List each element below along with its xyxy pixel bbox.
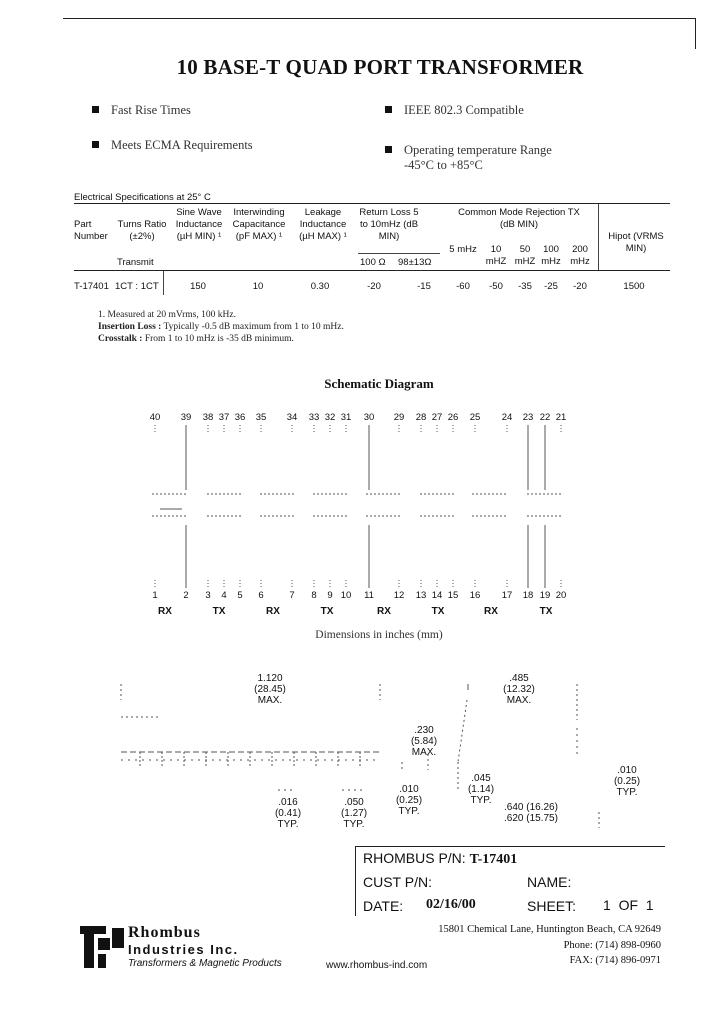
schematic-pin-number: 7 [289,590,295,601]
spec-cell-sine: 150 [190,281,206,292]
spec-cell-cmr: -60 [456,281,470,292]
spec-cmr-freq: 50 mHZ [514,244,536,267]
schematic-pin-number: 26 [447,412,459,423]
schematic-port-label: RX [158,606,172,617]
titleblock-date-value: 02/16/00 [426,897,476,912]
side-outline [458,700,467,762]
spec-header-inter: Interwinding Capacitance (pF MAX) ¹ [232,207,286,242]
dim-pad: .016 (0.41) TYP. [274,797,302,830]
feature-item: IEEE 802.3 Compatible [385,103,524,118]
feature-item: Meets ECMA Requirements [92,138,253,153]
dim-length: 1.120 (28.45) MAX. [254,673,286,706]
company-name-suffix: Industries Inc. [128,942,239,957]
schematic-port-label: TX [431,606,445,617]
schematic-pin-number: 40 [149,412,161,423]
schematic-pin-number: 32 [324,412,336,423]
feature-item: Operating temperature Range -45°C to +85°C [385,143,552,173]
spec-cell-cmr: -25 [544,281,558,292]
spec-sub-transmit: Transmit [117,257,154,268]
page-title: 10 BASE-T QUAD PORT TRANSFORMER [176,55,584,79]
dim-lead: .045 (1.14) TYP. [467,773,495,806]
schematic-pin-number: 15 [447,590,459,601]
company-address: 15801 Chemical Lane, Huntington Beach, CA 92649 [438,924,661,935]
schematic-pin-number: 9 [327,590,333,601]
spec-header-leak: Leakage Inductance (µH MAX) ¹ [299,207,347,242]
schematic-pin-number: 36 [234,412,246,423]
spec-header-hipot: Hipot (VRMS MIN) [608,231,664,254]
schematic-pin-number: 20 [555,590,567,601]
schematic-port-label: RX [266,606,280,617]
schematic-pin-number: 10 [340,590,352,601]
schematic-pin-number: 24 [501,412,513,423]
schematic-port-label: TX [539,606,553,617]
note-insertion-loss: Insertion Loss : Typically -0.5 dB maximum from 1 to 10 mHz. [98,322,344,332]
spec-header-part: Part Number [74,219,108,242]
schematic-pin-number: 18 [522,590,534,601]
spec-cmr-freq: 200 mHz [570,244,590,267]
titleblock-sheet-value: 1 OF 1 [603,897,654,913]
schematic-pin-number: 29 [393,412,405,423]
schematic-title: Schematic Diagram [324,376,434,391]
spec-caption: Electrical Specifications at 25° C [74,192,211,203]
schematic-pin-number: 13 [415,590,427,601]
schematic-pin-number: 33 [308,412,320,423]
dim-span: .640 (16.26) .620 (15.75) [504,802,558,824]
schematic-pin-number: 38 [202,412,214,423]
titleblock-sheet-label: SHEET: [527,898,577,914]
schematic-pin-number: 21 [555,412,567,423]
feature-item: Fast Rise Times [92,103,191,118]
spec-header-rl: Return Loss 5 to 10mHz (dB MIN) [359,207,419,242]
schematic-pin-number: 25 [469,412,481,423]
schematic-pin-number: 39 [180,412,192,423]
spec-header-cmr: Common Mode Rejection TX (dB MIN) [458,207,580,230]
titleblock-border-left [355,846,356,916]
note-crosstalk: Crosstalk : From 1 to 10 mHz is -35 dB minimum. [98,334,294,344]
titleblock-cust: CUST P/N: [363,874,432,890]
spec-sub-rl2: 98±13Ω [398,257,432,268]
titleblock-pn: RHOMBUS P/N: T-17401 [363,850,518,867]
spec-cell-turns: 1CT : 1CT [115,281,159,292]
spec-cell-rl1: -20 [367,281,381,292]
spec-cmr-freq: 5 mHz [449,244,477,255]
schematic-port-label: RX [484,606,498,617]
schematic-pin-number: 3 [205,590,211,601]
schematic-pin-number: 1 [152,590,158,601]
spec-sub-rl1: 100 Ω [360,257,386,268]
schematic-pin-number: 11 [364,590,374,601]
spec-cell-hipot: 1500 [623,281,645,292]
spec-cmr-freq: 100 mHz [541,244,561,267]
schematic-pin-number: 35 [255,412,267,423]
dim-pitch: .050 (1.27) TYP. [340,797,368,830]
titleblock-name: NAME: [527,874,572,890]
spec-cmr-freq: 10 mHZ [485,244,507,267]
spec-cell-cmr: -20 [573,281,587,292]
schematic-pin-number: 28 [415,412,427,423]
schematic-pin-number: 34 [286,412,298,423]
dim-height: .230 (5.84) MAX. [410,725,438,758]
schematic-pin-number: 12 [393,590,405,601]
spec-cell-cmr: -50 [489,281,503,292]
schematic-port-label: TX [320,606,334,617]
schematic-pin-number: 19 [539,590,551,601]
spec-cell-leak: 0.30 [310,281,330,292]
company-name: Rhombus [128,924,201,941]
company-phone: Phone: (714) 898-0960 [563,940,661,951]
spec-cell-inter: 10 [252,281,264,292]
rhombus-logo-icon [80,926,126,970]
dim-thickness-side: .010 (0.25) TYP. [613,765,641,798]
company-website[interactable]: www.rhombus-ind.com [326,960,428,971]
schematic-pin-number: 37 [218,412,230,423]
company-tagline: Transformers & Magnetic Products [128,958,282,969]
schematic-pin-number: 4 [221,590,227,601]
schematic-pin-number: 2 [183,590,189,601]
spec-cell-rl2: -15 [417,281,431,292]
schematic-pin-number: 22 [539,412,551,423]
schematic-pin-number: 6 [258,590,264,601]
schematic-pin-number: 30 [363,412,375,423]
spec-cell-part: T-17401 [74,281,109,292]
schematic-pin-number: 31 [340,412,352,423]
schematic-pin-number: 5 [237,590,243,601]
company-fax: FAX: (714) 896-0971 [569,955,661,966]
schematic-pin-number: 14 [431,590,443,601]
dim-thickness: .010 (0.25) TYP. [395,784,423,817]
schematic-port-label: TX [212,606,226,617]
titleblock-date-label: DATE: [363,898,404,914]
schematic-pin-number: 16 [469,590,481,601]
titleblock-border-top [355,846,665,847]
spec-cell-cmr: -35 [518,281,532,292]
dimensions-title: Dimensions in inches (mm) [315,629,443,641]
note-measured: 1. Measured at 20 mVrms, 100 kHz. [98,310,236,320]
schematic-pin-number: 27 [431,412,443,423]
dim-width: .485 (12.32) MAX. [503,673,535,706]
schematic-pin-number: 8 [311,590,317,601]
spec-header-turns: Turns Ratio (±2%) [117,219,167,242]
spec-header-sine: Sine Wave Inductance (µH MIN) ¹ [175,207,223,242]
schematic-pin-number: 23 [522,412,534,423]
schematic-port-label: RX [377,606,391,617]
schematic-pin-number: 17 [501,590,513,601]
